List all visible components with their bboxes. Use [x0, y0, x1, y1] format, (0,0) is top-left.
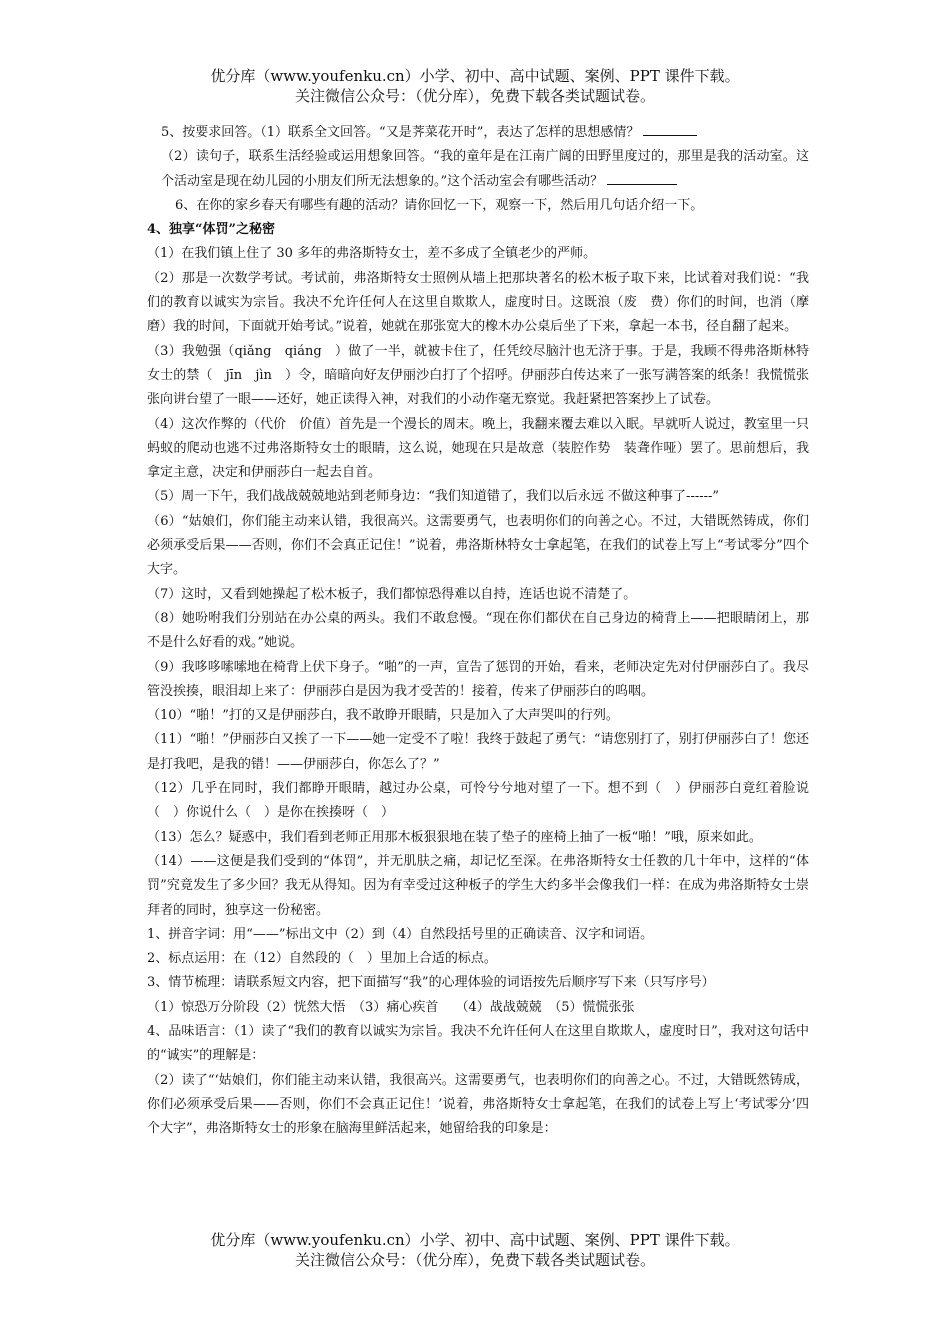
article-paragraph: （5）周一下午，我们战战兢兢地站到老师身边：“我们知道错了，我们以后永远 不做这种事了------” — [147, 489, 720, 505]
article-paragraph: （12）几乎在同时，我们都睁开眼睛，越过办公桌，可怜兮兮地对望了一下。想不到（ ）伊丽莎白竟红着脸说（ ）你说什么（ ）是你在挨揍呀（ ） — [147, 781, 809, 821]
article-paragraph: （14）——这便是我们受到的“体罚”，并无肌肤之痛，却记忆至深。在弗洛斯特女士任教的几十年中，这样的“体罚”究竟发生了多少回？我无从得知。因为有幸受过这种板子的学生大约多半会像我们一样：在成为弗洛斯特女士崇拜者的同时，独享这一份秘密。 — [147, 853, 809, 918]
article-paragraph: （1）在我们镇上住了 30 多年的弗洛斯特女士，差不多成了全镇老少的严师。 — [147, 246, 597, 262]
question-5-part-1-text: 5、按要求回答。（1）联系全文回答。“又是荠菜花开时”，表达了怎样的思想感情？ — [161, 125, 640, 140]
answer-blank[interactable] — [607, 172, 677, 185]
article-paragraph: （3）我勉强（qiǎng qiáng ）做了一半，就被卡住了，任凭绞尽脑汁也无济于事。于是，我顾不得弗洛斯林特女士的禁（ jīn jìn ）令，暗暗向好友伊丽沙白打了个招呼。伊丽莎白传达来了一张写满答案的纸条！我慌慌张张向讲台望了一眼——还好，她正读得入神，对我们的小动作毫无察觉。我赶紧把答案抄上了试卷。 — [147, 343, 809, 408]
footer-line-2: 关注微信公众号：（优分库），免费下载各类试题试卷。 — [294, 1251, 655, 1269]
document-body — [147, 121, 823, 1141]
footer-line-1: 优分库（www.youfenku.cn）小学、初中、高中试题、案例、PPT 课件下载。 — [210, 1231, 740, 1249]
article-paragraph: （8）她吩咐我们分别站在办公桌的两头。我们不敢怠慢。“现在你们都伏在自己身边的椅背上——把眼睛闭上，那不是什么好看的戏。”她说。 — [147, 610, 809, 651]
question-5-part-1 — [147, 121, 809, 145]
page-footer — [0, 1230, 950, 1270]
article-paragraph: （10）“啪！”打的又是伊丽莎白，我不敢睁开眼睛，只是加入了大声哭叫的行列。 — [147, 708, 619, 724]
page-header — [0, 66, 950, 106]
question-item: 2、标点运用：在（12）自然段的（ ）里加上合适的标点。 — [147, 951, 497, 967]
header-line-1: 优分库（www.youfenku.cn）小学、初中、高中试题、案例、PPT 课件下载。 — [210, 67, 740, 85]
question-item: 3、情节梳理：请联系短文内容，把下面描写“我”的心理体验的词语按先后顺序写下来（只写序号） — [147, 975, 715, 991]
article-title: 4、独享“体罚”之秘密 — [147, 222, 276, 238]
article-paragraph: （6）“姑娘们，你们能主动来认错，我很高兴。这需要勇气，也表明你们的向善之心。不过，大错既然铸成，你们必须承受后果——否则，你们不会真正记住！”说着，弗洛斯林特女士拿起笔，在我们的试卷上写上“考试零分”四个大字。 — [147, 513, 809, 578]
header-line-2: 关注微信公众号：（优分库），免费下载各类试题试卷。 — [294, 87, 655, 105]
article-paragraph: （9）我哆哆嗦嗦地在椅背上伏下身子。“啪”的一声，宣告了惩罚的开始，看来，老师决定先对付伊丽莎白了。我尽管没挨揍，眼泪却上来了：伊丽莎白是因为我才受苦的！接着，传来了伊丽莎白的呜咽。 — [147, 659, 809, 699]
question-item: （2）读了“‘姑娘们，你们能主动来认错，我很高兴。这需要勇气，也表明你们的向善之心。不过，大错既然铸成，你们必须承受后果——否则，你们不会真正记住！’说着，弗洛斯特女士拿起笔，在我们的试卷上写上‘考试零分’四个大字”，弗洛斯特女士的形象在脑海里鲜活起来，她留给我的印象是： — [147, 1072, 809, 1137]
article-paragraph: （7）这时，又看到她操起了松木板子，我们都惊恐得难以自持，连话也说不清楚了。 — [147, 586, 637, 602]
article-paragraph: （11）“啪！”伊丽莎白又挨了一下——她一定受不了啦！我终于鼓起了勇气：“请您别打了，别打伊丽莎白了！您还是打我吧，是我的错！——伊丽莎白，你怎么了？” — [147, 732, 809, 772]
article-paragraph: （2）那是一次数学考试。考试前，弗洛斯特女士照例从墙上把那块著名的松木板子取下来，比试着对我们说：“我们的教育以诚实为宗旨。我决不允许任何人在这里自欺欺人，虚度时日。这既浪（废 费）你们的时间，也消（摩 磨）我的时间，下面就开始考试。”说着，她就在那张宽大的橡木办公桌后坐了下来，拿起一本书，径自翻了起来。 — [147, 270, 823, 335]
article-paragraph: （4）这次作弊的（代价 价值）首先是一个漫长的周末。晚上，我翻来覆去难以入眠。早就听人说过，教室里一只蚂蚁的爬动也逃不过弗洛斯特女士的眼睛，这么说，她现在只是故意（装腔作势 装聋作哑）罢了。思前想后，我拿定主意，决定和伊丽莎白一起去自首。 — [147, 416, 809, 481]
answer-blank[interactable] — [643, 123, 697, 136]
question-item: 4、品味语言：（1）读了“我们的教育以诚实为宗旨。我决不允许任何人在这里自欺欺人，虚度时日”，我对这句话中的“诚实”的理解是： — [147, 1023, 809, 1064]
article-paragraph: （13）怎么？疑惑中，我们看到老师正用那木板狠狠地在装了垫子的座椅上抽了一板“啪！”哦，原来如此。 — [147, 829, 762, 845]
question-options: （1）惊恐万分阶段（2）恍然大悟 （3）痛心疾首 （4）战战兢兢 （5）慌慌张张 — [147, 999, 635, 1015]
question-5-part-2-text: （2）读句子，联系生活经验或运用想象回答。“我的童年是在江南广阔的田野里度过的，那里是我的活动室。这个活动室是现在幼儿园的小朋友们所无法想象的。”这个活动室会有哪些活动？ — [161, 149, 809, 189]
question-6: 6、在你的家乡春天有哪些有趣的活动？请你回忆一下，观察一下，然后用几句话介绍一下。 — [175, 197, 704, 213]
question-item: 1、拼音字词：用“——”标出文中（2）到（4）自然段括号里的正确读音、汉字和词语。 — [147, 926, 654, 942]
question-5-part-2 — [147, 145, 809, 194]
